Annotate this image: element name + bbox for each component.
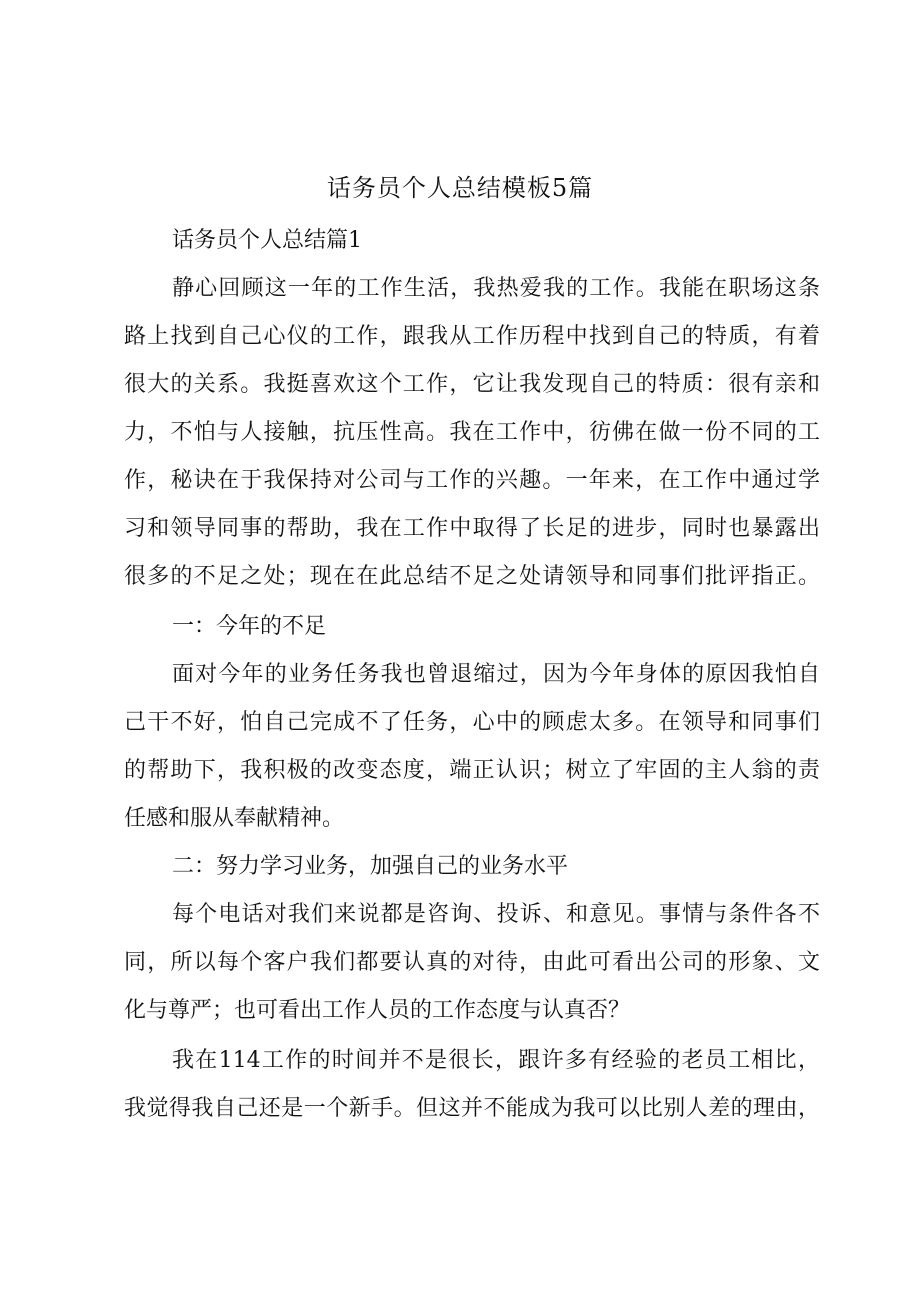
paragraph-4-line: 我在114工作的时间并不是很长，跟许多有经验的老员工相比， bbox=[172, 1048, 820, 1073]
paragraph-1-line: 力，不怕与人接触，抗压性高。我在工作中，彷佛在做一份不同的工 bbox=[124, 420, 820, 445]
paragraph-4-line: 我觉得我自己还是一个新手。但这并不能成为我可以比别人差的理由， bbox=[124, 1096, 820, 1121]
heading-shortcomings: 一：今年的不足 bbox=[172, 614, 327, 639]
paragraph-1-line: 静心回顾这一年的工作生活，我热爱我的工作。我能在职场这条 bbox=[172, 276, 820, 301]
paragraph-1-line: 路上找到自己心仪的工作，跟我从工作历程中找到自己的特质，有着 bbox=[124, 324, 820, 349]
paragraph-2-line: 的帮助下，我积极的改变态度，端正认识；树立了牢固的主人翁的责 bbox=[124, 758, 820, 783]
paragraph-3-line: 每个电话对我们来说都是咨询、投诉、和意见。事情与条件各不 bbox=[172, 902, 820, 927]
document-title: 话务员个人总结模板5篇 bbox=[326, 174, 594, 202]
paragraph-2-line: 己干不好，怕自己完成不了任务，心中的顾虑太多。在领导和同事们 bbox=[124, 710, 820, 735]
paragraph-1-line: 习和领导同事的帮助，我在工作中取得了长足的进步，同时也暴露出 bbox=[124, 516, 820, 541]
paragraph-1-line: 很大的关系。我挺喜欢这个工作，它让我发现自己的特质：很有亲和 bbox=[124, 372, 820, 397]
paragraph-3-line: 同，所以每个客户我们都要认真的对待，由此可看出公司的形象、文 bbox=[124, 950, 820, 975]
paragraph-3-line: 化与尊严；也可看出工作人员的工作态度与认真否？ bbox=[124, 998, 631, 1023]
section-title: 话务员个人总结篇1 bbox=[172, 228, 362, 253]
paragraph-1-line: 很多的不足之处；现在在此总结不足之处请领导和同事们批评指正。 bbox=[124, 564, 820, 589]
heading-study-business: 二：努力学习业务，加强自己的业务水平 bbox=[172, 854, 569, 879]
paragraph-2-line: 面对今年的业务任务我也曾退缩过，因为今年身体的原因我怕自 bbox=[172, 662, 820, 687]
paragraph-1-line: 作，秘诀在于我保持对公司与工作的兴趣。一年来，在工作中通过学 bbox=[124, 468, 820, 493]
paragraph-2-line: 任感和服从奉献精神。 bbox=[124, 806, 345, 831]
